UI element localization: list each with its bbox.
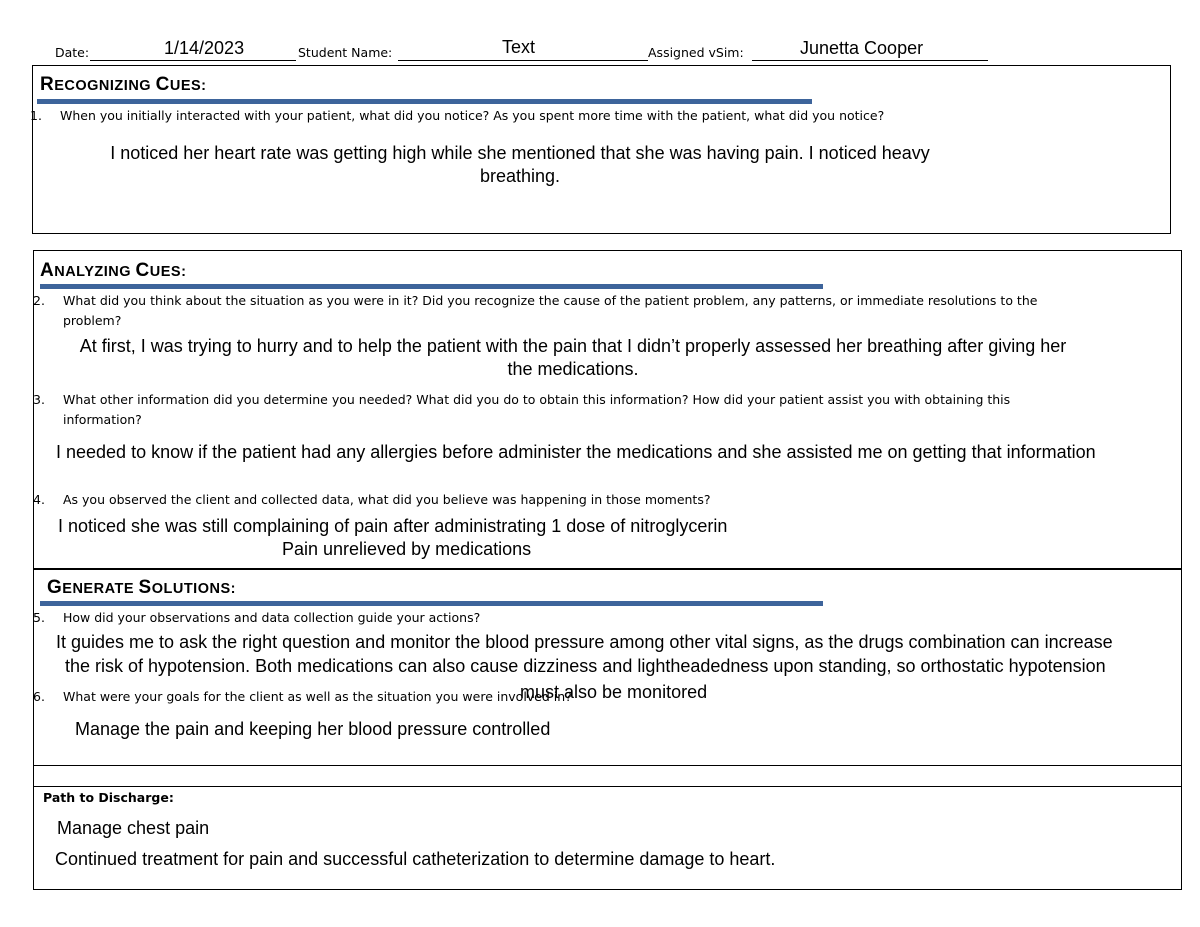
- answer-5-line-2: the risk of hypotension. Both medications can also cause dizziness and lightheadedness upon standing, so orthostatic hypotension: [65, 656, 1106, 676]
- question-4-number: 4.: [33, 492, 45, 507]
- question-6-text: What were your goals for the client as well as the situation you were involved in?: [63, 689, 572, 704]
- answer-5-line-3: must also be monitored: [520, 682, 708, 702]
- answer-1: [60, 142, 980, 188]
- answer-2: [40, 335, 1106, 381]
- date-value: 1/14/2023: [164, 38, 245, 58]
- answer-2-line-2: the medications.: [507, 359, 639, 379]
- path-to-discharge-label: Path to Discharge:: [43, 790, 174, 805]
- question-5-text: How did your observations and data collection guide your actions?: [63, 610, 481, 625]
- answer-5-line-1: It guides me to ask the right question and monitor the blood pressure among other vital signs, as the drugs combination can increase: [56, 632, 1113, 652]
- question-2-line-1: What did you think about the situation as you were in it? Did you recognize the cause of the patient problem, any patterns, or immediate resolutions to the: [63, 293, 1038, 308]
- question-5-number: 5.: [33, 610, 45, 625]
- assigned-vsim-underline: [752, 60, 988, 61]
- assigned-vsim-value: Junetta Cooper: [800, 38, 924, 58]
- question-1-text: When you initially interacted with your patient, what did you notice? As you spent more time with the patient, what did you notice?: [60, 108, 885, 123]
- question-4-text: As you observed the client and collected data, what did you believe was happening in those moments?: [63, 492, 711, 507]
- recognizing-cues-heading: RECOGNIZING CUES:: [40, 74, 207, 95]
- answer-1-line-2: breathing.: [479, 166, 561, 186]
- generate-solutions-heading: GENERATE SOLUTIONS:: [47, 577, 236, 598]
- question-3-line-1: What other information did you determine you needed? What did you do to obtain this information? How did your patient assist you with obtaining this: [63, 392, 1011, 407]
- analyzing-cues-heading: ANALYZING CUES:: [40, 260, 187, 281]
- answer-2-line-1: At first, I was trying to hurry and to help the patient with the pain that I didn’t properly assessed her breathing after giving her: [79, 336, 1067, 356]
- question-2-line-2: problem?: [63, 313, 122, 328]
- student-name-label: Student Name:: [298, 45, 393, 60]
- discharge-line-2: Continued treatment for pain and successful catheterization to determine damage to heart.: [55, 849, 776, 869]
- question-2-number: 2.: [33, 293, 45, 308]
- question-3-number: 3.: [33, 392, 45, 407]
- date-underline: [90, 60, 296, 61]
- answer-1-line-1: I noticed her heart rate was getting high while she mentioned that she was having pain. I noticed heavy: [110, 143, 930, 163]
- discharge-line-1: Manage chest pain: [57, 818, 210, 838]
- generate-solutions-accent-bar: [40, 601, 823, 606]
- date-label: Date:: [55, 45, 90, 60]
- student-name-underline: [398, 60, 648, 61]
- question-6-number: 6.: [33, 689, 45, 704]
- answer-4-line-1: I noticed she was still complaining of pain after administrating 1 dose of nitroglycerin: [58, 516, 728, 536]
- assigned-vsim-label: Assigned vSim:: [648, 45, 744, 60]
- question-3-line-2: information?: [63, 412, 142, 427]
- recognizing-cues-accent-bar: [37, 99, 812, 104]
- answer-3: I needed to know if the patient had any allergies before administer the medications and she assisted me on getting that information: [56, 442, 1096, 462]
- student-name-value: Text: [502, 37, 536, 57]
- question-1-number: 1.: [30, 108, 42, 123]
- answer-6: Manage the pain and keeping her blood pressure controlled: [75, 719, 551, 739]
- spacer-row: [33, 765, 1182, 787]
- answer-4-line-2: Pain unrelieved by medications: [282, 539, 532, 559]
- analyzing-cues-accent-bar: [40, 284, 823, 289]
